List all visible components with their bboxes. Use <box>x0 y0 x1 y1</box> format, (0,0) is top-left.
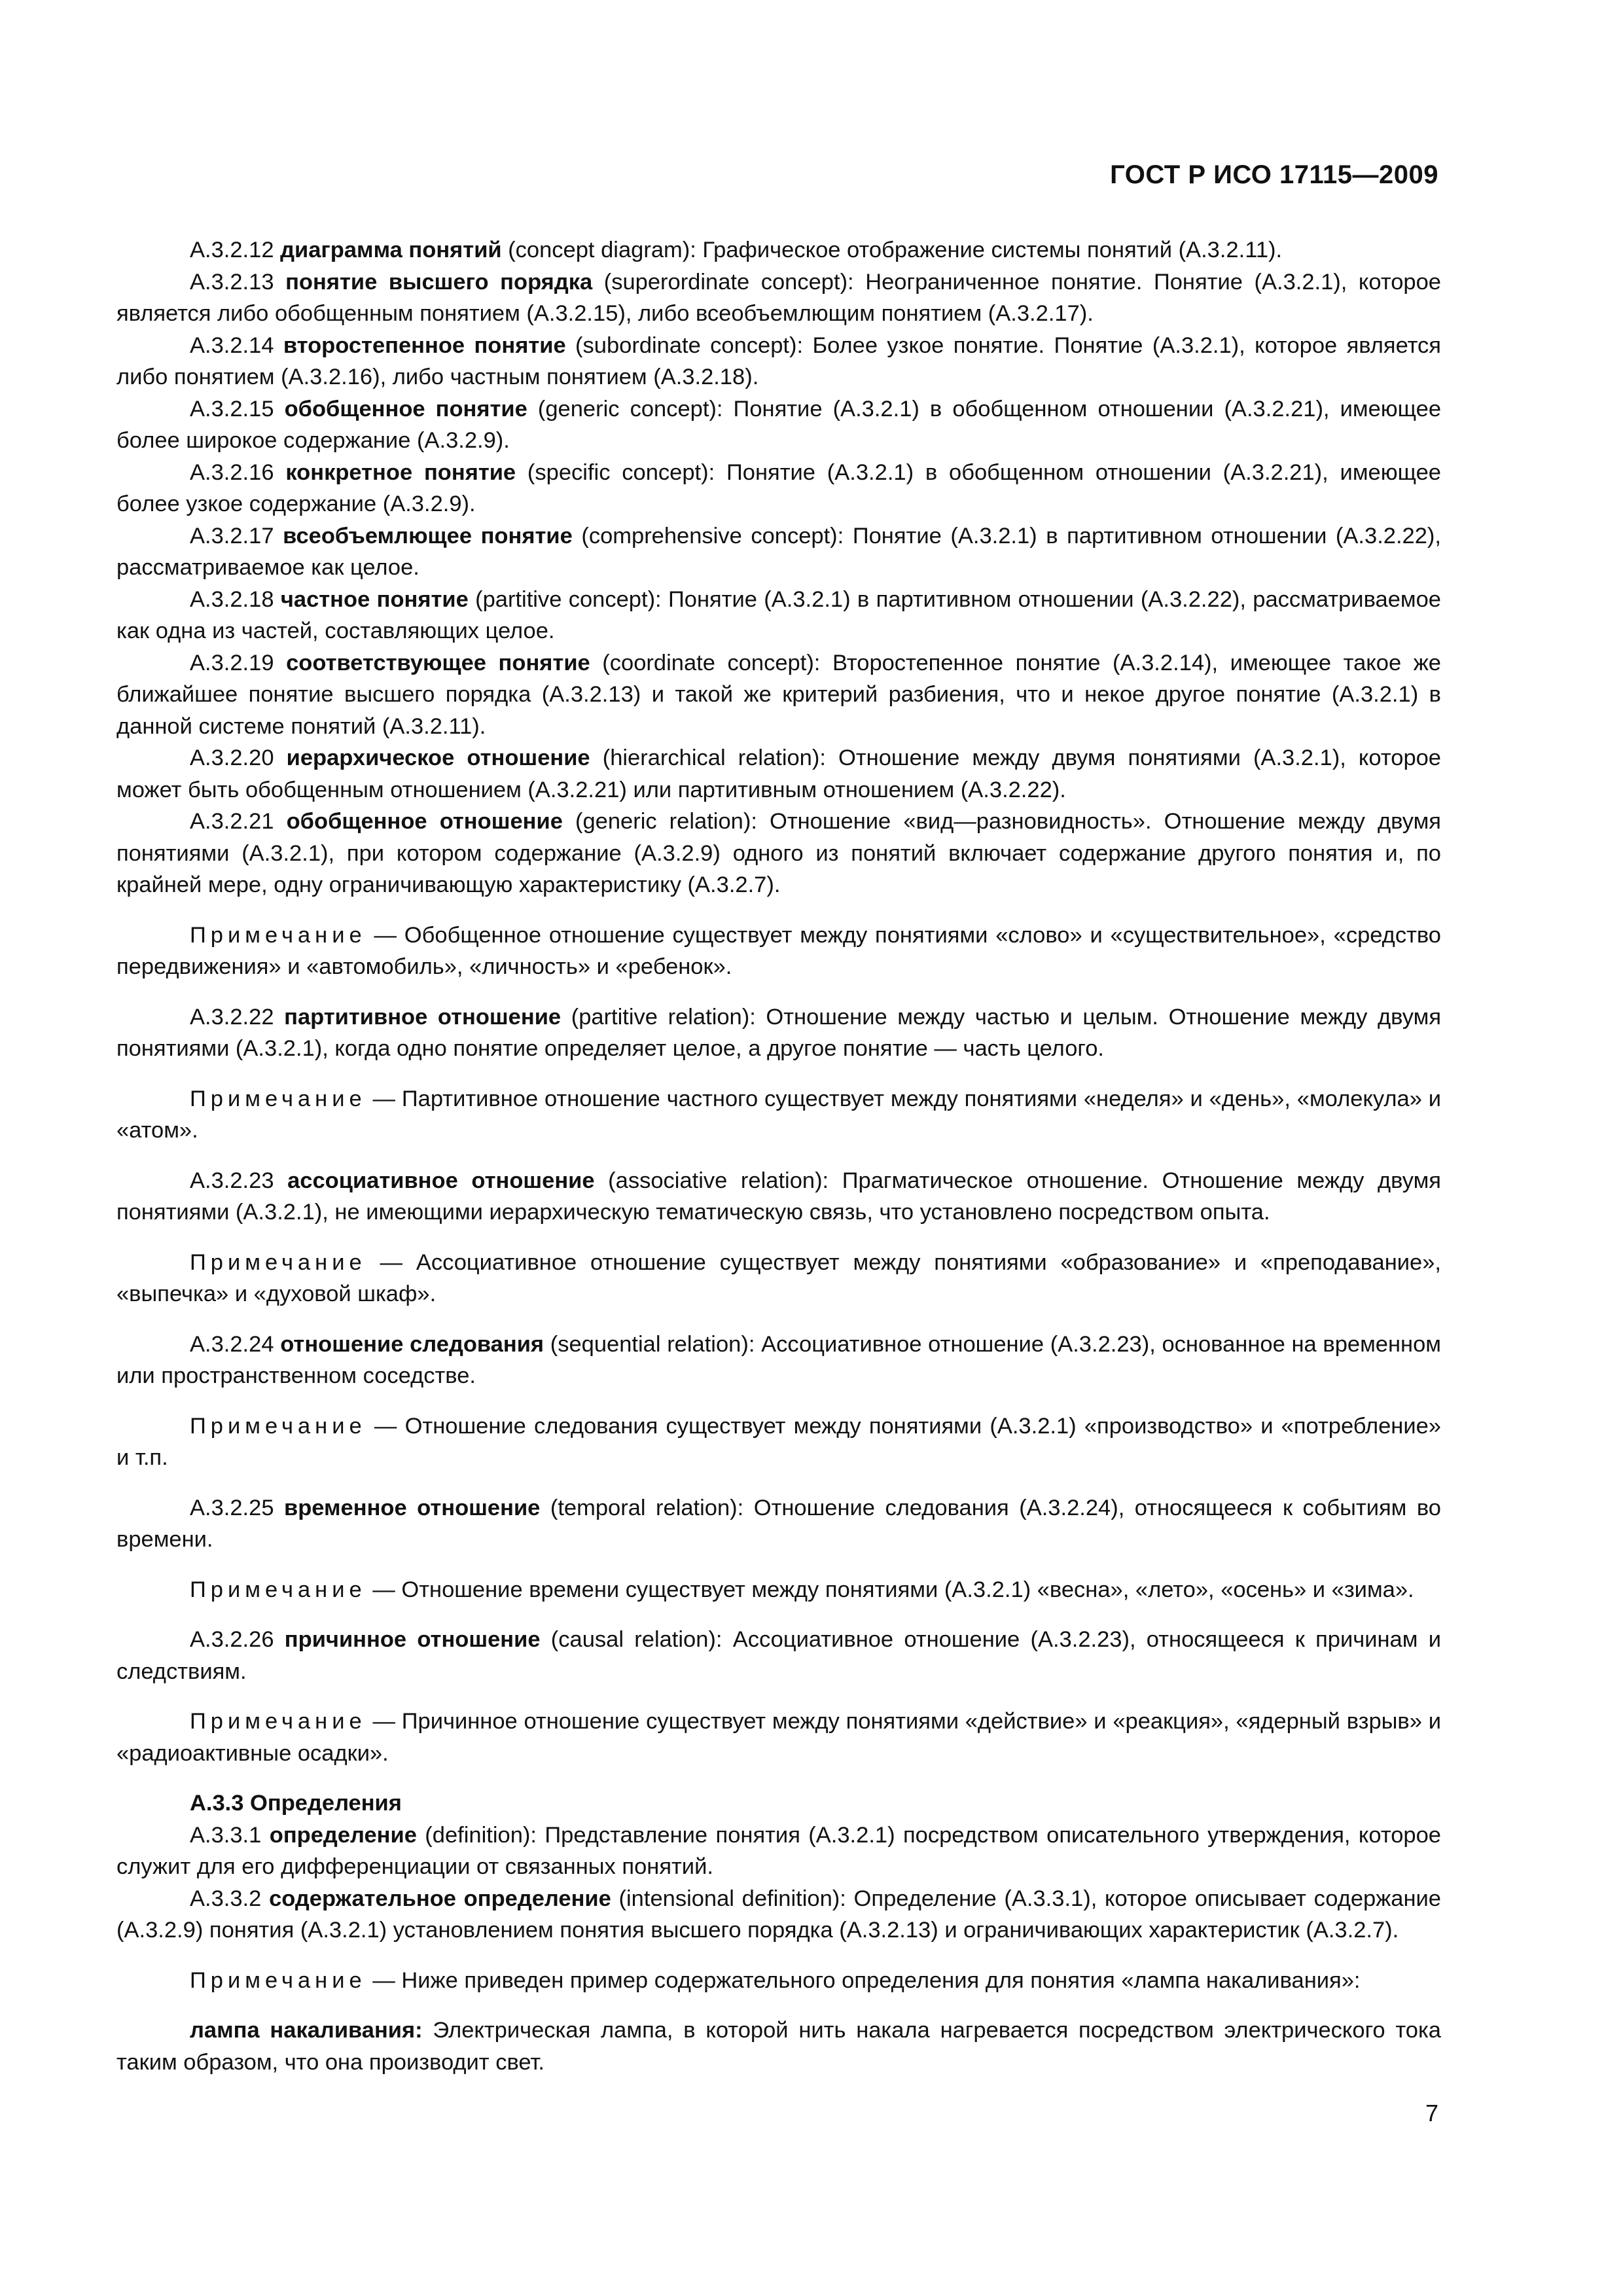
term: второстепенное понятие <box>283 332 566 358</box>
definition-text: (superordinate concept): Неограниченное понятие. Понятие (А.3.2.1), которое является либо обобщенным понятием (А.3.2.15), либо всеобъемлющим понятием (А.3.2.17). <box>116 269 1441 326</box>
term: иерархическое отношение <box>286 745 590 770</box>
section-heading <box>116 1787 1441 1820</box>
definition-paragraph <box>116 393 1441 457</box>
term: отношение следования <box>280 1331 544 1357</box>
term: определение <box>269 1822 417 1848</box>
definition-paragraph <box>116 266 1441 330</box>
definition-paragraph <box>116 457 1441 520</box>
clause-number: A.3.2.18 <box>190 586 274 612</box>
example-term: лампа накаливания: <box>190 2018 423 2043</box>
term: диаграмма понятий <box>280 238 502 262</box>
definition-paragraph <box>116 806 1441 901</box>
example-paragraph <box>116 2015 1441 2078</box>
term: содержательное определение <box>269 1886 611 1911</box>
definition-text: (coordinate concept): Второстепенное понятие (А.3.2.14), имеющее такое же ближайшее понятие высшего порядка (А.3.2.13) и такой же критерий разбиения, что и некое другое понятие (А.3.2.1) в данной системе понятий (А.3.2.11). <box>116 650 1441 739</box>
definition-paragraph <box>116 647 1441 743</box>
note-paragraph <box>116 1706 1441 1769</box>
note-text: — Партитивное отношение частного существует между понятиями «неделя» и «день», «молекула» и «атом». <box>116 1086 1441 1143</box>
note-label: Примечание <box>190 1967 366 1993</box>
definition-paragraph <box>116 234 1441 266</box>
term: причинное отношение <box>284 1627 541 1652</box>
term: конкретное понятие <box>285 459 516 485</box>
definition-paragraph <box>116 1820 1441 1883</box>
note-paragraph <box>116 1410 1441 1474</box>
definition-text: (generic relation): Отношение «вид—разновидность». Отношение между двумя понятиями (А.3.2.1), при котором содержание (А.3.2.9) одного из понятий включает содержание другого понятия и, по крайней мере, одну ограничивающую характеристику (А.3.2.7). <box>116 809 1441 897</box>
definition-text: (specific concept): Понятие (А.3.2.1) в обобщенном отношении (А.3.2.21), имеющее более узкое содержание (А.3.2.9). <box>116 459 1441 516</box>
definition-text: (hierarchical relation): Отношение между двумя понятиями (А.3.2.1), которое может быть обобщенным отношением (А.3.2.21) или партитивным отношением (А.3.2.22). <box>116 745 1441 802</box>
clause-number: A.3.2.14 <box>190 332 274 358</box>
clause-number: A.3.2.26 <box>190 1627 274 1652</box>
definition-paragraph <box>116 1492 1441 1556</box>
note-paragraph <box>116 1247 1441 1310</box>
definition-text: (definition): Представление понятия (А.3.2.1) посредством описательного утверждения, которое служит для его дифференциации от связанных понятий. <box>116 1822 1441 1879</box>
definition-paragraph <box>116 1001 1441 1065</box>
note-label: Примечание <box>190 922 366 948</box>
clause-number: A.3.3.1 <box>190 1822 262 1848</box>
definition-paragraph <box>116 1624 1441 1687</box>
clause-number: A.3.2.25 <box>190 1495 274 1520</box>
term: обобщенное отношение <box>286 809 563 834</box>
definition-text: (associative relation): Прагматическое отношение. Отношение между двумя понятиями (А.3.2.1), не имеющими иерархическую тематическую связь, что установлено посредством опыта. <box>116 1168 1441 1225</box>
note-paragraph <box>116 1574 1441 1606</box>
definition-paragraph <box>116 520 1441 584</box>
clause-number: A.3.2.13 <box>190 269 274 295</box>
clause-number: A.3.2.17 <box>190 523 274 548</box>
term: частное понятие <box>280 586 469 612</box>
term: обобщенное понятие <box>284 396 527 422</box>
clause-number: A.3.2.12 <box>190 238 274 262</box>
note-paragraph <box>116 920 1441 983</box>
clause-number: A.3.2.22 <box>190 1004 274 1030</box>
definition-paragraph <box>116 1329 1441 1392</box>
definition-text: (intensional definition): Определение (А.3.3.1), которое описывает содержание (А.3.2.9) понятия (А.3.2.1) установлением понятия высшего порядка (А.3.2.13) и ограничивающих характеристик (А.3.2.7). <box>116 1886 1441 1943</box>
term: партитивное отношение <box>284 1004 562 1030</box>
definition-text: (partitive concept): Понятие (А.3.2.1) в партитивном отношении (А.3.2.22), рассматриваемое как одна из частей, составляющих целое. <box>116 586 1441 643</box>
clause-number: A.3.2.21 <box>190 809 274 834</box>
note-text: — Ассоциативное отношение существует между понятиями «образование» и «преподавание», «выпечка» и «духовой шкаф». <box>116 1249 1441 1306</box>
page-number: 7 <box>1425 2100 1438 2126</box>
note-label: Примечание <box>190 1086 366 1111</box>
term: ассоциативное отношение <box>287 1168 595 1193</box>
clause-number: A.3.3.2 <box>190 1886 262 1911</box>
definition-text: (causal relation): Ассоциативное отношение (А.3.2.23), относящееся к причинам и следствиям. <box>116 1627 1441 1684</box>
clause-number: A.3.2.19 <box>190 650 274 675</box>
note-text: — Обобщенное отношение существует между понятиями «слово» и «существительное», «средство передвижения» и «автомобиль», «личность» и «ребенок». <box>116 922 1441 979</box>
note-paragraph <box>116 1083 1441 1147</box>
term: временное отношение <box>284 1495 541 1520</box>
note-text: — Причинное отношение существует между понятиями «действие» и «реакция», «ядерный взрыв» и «радиоактивные осадки». <box>116 1709 1441 1766</box>
clause-number: A.3.2.16 <box>190 459 274 485</box>
definition-paragraph <box>116 1883 1441 1946</box>
definition-text: (temporal relation): Отношение следования (А.3.2.24), относящееся к событиям во времени. <box>116 1495 1441 1552</box>
clause-number: A.3.2.15 <box>190 396 274 422</box>
note-text: — Ниже приведен пример содержательного определения для понятия «лампа накаливания»: <box>366 1967 1361 1993</box>
term: понятие высшего порядка <box>285 269 593 295</box>
definition-text: (sequential relation): Ассоциативное отношение (А.3.2.23), основанное на временном или пространственном соседстве. <box>116 1331 1441 1388</box>
definition-text: (comprehensive concept): Понятие (А.3.2.1) в партитивном отношении (А.3.2.22), рассматриваемое как целое. <box>116 523 1442 580</box>
note-text: — Отношение следования существует между понятиями (А.3.2.1) «производство» и «потребление» и т.п. <box>116 1413 1441 1470</box>
example-text: Электрическая лампа, в которой нить накала нагревается посредством электрического тока таким образом, что она производит свет. <box>116 2018 1441 2075</box>
definition-text: (generic concept): Понятие (А.3.2.1) в обобщенном отношении (А.3.2.21), имеющее более широкое содержание (А.3.2.9). <box>116 396 1441 453</box>
section-title: А.3.3 Определения <box>190 1791 402 1816</box>
note-label: Примечание <box>190 1577 366 1602</box>
note-label: Примечание <box>190 1709 366 1734</box>
clause-number: A.3.2.23 <box>190 1168 274 1193</box>
note-paragraph <box>116 1965 1441 1997</box>
term: всеобъемлющее понятие <box>283 523 573 548</box>
definition-text: (subordinate concept): Более узкое понятие. Понятие (А.3.2.1), которое является либо понятием (А.3.2.16), либо частным понятием (А.3.2.18). <box>116 332 1441 389</box>
definition-paragraph <box>116 330 1441 393</box>
document-header: ГОСТ Р ИСО 17115—2009 <box>1110 160 1438 189</box>
note-label: Примечание <box>190 1413 366 1439</box>
note-label: Примечание <box>190 1249 366 1275</box>
definition-text: (concept diagram): Графическое отображение системы понятий (А.3.2.11). <box>501 238 1283 262</box>
clause-number: A.3.2.24 <box>190 1331 274 1357</box>
definition-text: (partitive relation): Отношение между частью и целым. Отношение между двумя понятиями (А.3.2.1), когда одно понятие определяет целое, а другое понятие — часть целого. <box>116 1004 1441 1061</box>
term: соответствующее понятие <box>286 650 590 675</box>
note-text: — Отношение времени существует между понятиями (А.3.2.1) «весна», «лето», «осень» и «зима». <box>366 1577 1414 1602</box>
document-body <box>116 234 1441 2078</box>
definition-paragraph <box>116 584 1441 647</box>
clause-number: A.3.2.20 <box>190 745 274 770</box>
definition-paragraph <box>116 742 1441 806</box>
definition-paragraph <box>116 1165 1441 1229</box>
